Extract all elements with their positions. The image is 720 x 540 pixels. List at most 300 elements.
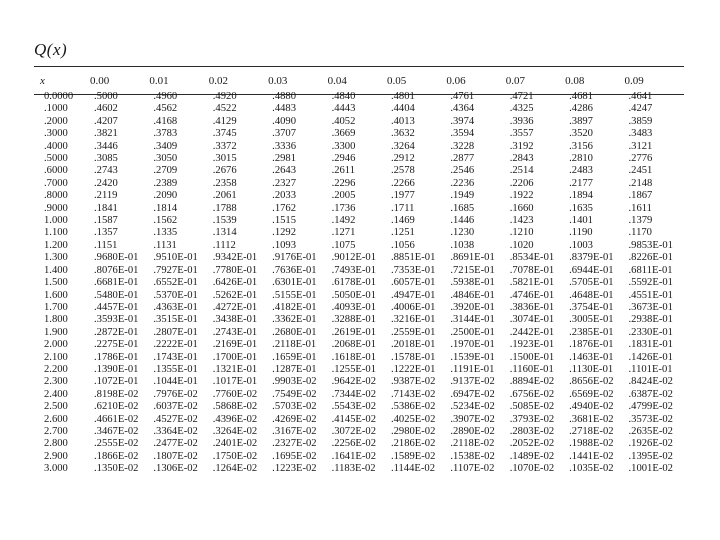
q-value-cell: .1222E-01 [390, 363, 436, 375]
q-value-cell: .2005 [331, 190, 356, 202]
q-value-cell: .5085E-02 [509, 401, 555, 413]
q-value-cell: .4761 [450, 91, 475, 102]
q-value-cell: .7493E-01 [331, 264, 376, 276]
q-value-cell: .7549E-02 [272, 388, 317, 400]
q-value-cell: .5868E-02 [212, 401, 258, 413]
q-value-cell: .1807E-02 [153, 450, 198, 462]
q-value-cell: .4846E-01 [450, 289, 495, 301]
column-header: 0.09 [624, 74, 644, 87]
q-value-cell: .1379 [628, 215, 653, 227]
column-header: 0.01 [149, 74, 169, 87]
q-value-cell: .1923E-01 [509, 339, 555, 351]
x-value-cell: 1.400 [44, 264, 68, 276]
q-value-cell: .1788 [212, 202, 237, 214]
x-value-cell: 2.700 [44, 425, 68, 437]
table-row [34, 364, 684, 376]
q-value-cell: .1255E-01 [331, 363, 376, 375]
table-row [34, 128, 684, 140]
q-value-cell: .2546 [450, 165, 475, 177]
q-value-cell: .2148 [628, 177, 653, 189]
q-value-cell: .1786E-01 [94, 351, 139, 363]
q-value-cell: .3897 [569, 115, 593, 127]
q-value-cell: .4457E-01 [94, 301, 139, 313]
q-value-cell: .3372 [212, 140, 237, 152]
q-value-cell: .4940E-02 [569, 401, 614, 413]
q-value-cell: .1390E-01 [94, 363, 139, 375]
q-value-cell: .1044E-01 [153, 376, 198, 388]
table-row [34, 314, 684, 326]
q-value-cell: .1489E-02 [509, 450, 555, 462]
q-value-cell: .1736 [331, 202, 356, 214]
q-value-cell: .1841 [94, 202, 118, 214]
q-value-cell: .4661E-02 [94, 413, 139, 425]
x-value-cell: .2000 [44, 115, 68, 127]
q-value-cell: .1230 [450, 227, 475, 239]
q-value-cell: .3974 [450, 115, 475, 127]
q-value-cell: .1144E-02 [390, 463, 435, 475]
q-value-cell: .2514 [509, 165, 534, 177]
x-value-cell: 1.300 [44, 252, 68, 264]
q-value-cell: .1072E-01 [94, 376, 139, 388]
table-row [34, 203, 684, 215]
q-value-cell: .1539 [212, 215, 237, 227]
q-value-cell: .3438E-01 [212, 314, 258, 326]
q-value-cell: .4527E-02 [153, 413, 198, 425]
q-value-cell: .1264E-02 [212, 463, 258, 475]
table-row [34, 116, 684, 128]
q-value-cell: .1355E-01 [153, 363, 198, 375]
q-value-cell: .3483 [628, 128, 653, 140]
q-value-cell: .2385E-01 [569, 326, 614, 338]
q-value-cell: .8656E-02 [569, 376, 614, 388]
table-row [34, 401, 684, 413]
q-value-cell: .1038 [450, 239, 475, 251]
q-value-cell: .1056 [390, 239, 415, 251]
q-value-cell: .1251 [390, 227, 415, 239]
x-value-cell: .6000 [44, 165, 68, 177]
q-value-cell: .2718E-02 [569, 425, 614, 437]
table-row [34, 376, 684, 388]
q-value-cell: .5480E-01 [94, 289, 139, 301]
q-value-cell: .2555E-02 [94, 438, 139, 450]
q-value-cell: .2206 [509, 177, 534, 189]
q-value-cell: .3593E-01 [94, 314, 139, 326]
q-value-cell: .1191E-01 [450, 363, 495, 375]
q-value-cell: .2442E-01 [509, 326, 555, 338]
q-value-cell: .1618E-01 [331, 351, 376, 363]
q-value-cell: .8534E-01 [509, 252, 555, 264]
q-value-cell: .1578E-01 [390, 351, 436, 363]
q-value-cell: .2611 [331, 165, 356, 177]
q-value-cell: .3336 [272, 140, 297, 152]
q-value-cell: .3264 [390, 140, 415, 152]
q-value-cell: .2877 [450, 153, 475, 165]
q-value-cell: .7976E-02 [153, 388, 198, 400]
q-value-cell: .3264E-02 [212, 425, 258, 437]
q-value-cell: .7215E-01 [450, 264, 495, 276]
table-row [34, 165, 684, 177]
q-value-cell: .2033 [272, 190, 297, 202]
q-value-cell: .6944E-01 [569, 264, 614, 276]
q-value-cell: .1170 [628, 227, 652, 239]
q-value-cell: .1160E-01 [509, 363, 554, 375]
q-value-cell: .3156 [569, 140, 593, 152]
q-value-cell: .3192 [509, 140, 534, 152]
q-value-cell: .2358 [212, 177, 237, 189]
q-value-cell: .2843 [509, 153, 534, 165]
table-row [34, 141, 684, 153]
x-value-cell: 2.500 [44, 401, 68, 413]
q-value-cell: .4364 [450, 103, 475, 115]
x-value-cell: 2.900 [44, 450, 68, 462]
q-value-cell: .2980E-02 [390, 425, 436, 437]
q-value-cell: .1977 [390, 190, 415, 202]
x-value-cell: 1.700 [44, 301, 68, 313]
q-value-cell: .4681 [569, 91, 593, 102]
table-row [34, 290, 684, 302]
q-value-cell: .3594 [450, 128, 475, 140]
q-value-cell: .5155E-01 [272, 289, 317, 301]
table-row [34, 240, 684, 252]
q-value-cell: .2477E-02 [153, 438, 198, 450]
q-value-cell: .1357 [94, 227, 118, 239]
column-header: 0.05 [386, 74, 407, 87]
q-value-cell: .9012E-01 [331, 252, 376, 264]
q-value-cell: .6387E-02 [628, 388, 673, 400]
q-value-cell: .3745 [212, 128, 237, 140]
q-value-cell: .2946 [331, 153, 356, 165]
q-value-cell: .4551E-01 [628, 289, 673, 301]
q-value-cell: .7344E-02 [331, 388, 376, 400]
q-value-cell: .6552E-01 [153, 277, 198, 289]
q-value-cell: .1866E-02 [94, 450, 139, 462]
q-value-cell: .1426E-01 [628, 351, 673, 363]
q-value-cell: .3409 [153, 140, 178, 152]
q-value-cell: .1711 [390, 202, 415, 214]
q-value-cell: .1469 [390, 215, 415, 227]
q-value-cell: .2296 [331, 177, 356, 189]
table-row [34, 302, 684, 314]
q-value-cell: .4602 [94, 103, 118, 115]
q-value-cell: .5234E-02 [450, 401, 495, 413]
q-value-cell: .1970E-01 [450, 339, 495, 351]
x-value-cell: 2.800 [44, 438, 68, 450]
q-value-cell: .3573E-02 [628, 413, 673, 425]
q-value-cell: .3821 [94, 128, 118, 140]
q-value-cell: .3288E-01 [331, 314, 376, 326]
q-value-cell: .2401E-02 [212, 438, 258, 450]
q-value-cell: .2090 [153, 190, 178, 202]
q-value-cell: .2890E-02 [450, 425, 495, 437]
q-value-cell: .4090 [272, 115, 297, 127]
q-value-cell: .4325 [509, 103, 534, 115]
q-value-cell: .9642E-02 [331, 376, 376, 388]
q-value-cell: .1441E-02 [569, 450, 614, 462]
q-value-cell: .1112 [212, 239, 236, 251]
table-row [34, 153, 684, 165]
q-value-cell: .4840 [331, 91, 356, 102]
q-value-cell: .6569E-02 [569, 388, 614, 400]
q-value-cell: .3681E-02 [569, 413, 614, 425]
q-value-cell: .1075 [331, 239, 356, 251]
q-value-cell: .2118E-01 [272, 339, 317, 351]
q-value-cell: .6947E-02 [450, 388, 495, 400]
q-value-cell: .1463E-01 [569, 351, 614, 363]
q-value-cell: .2266 [390, 177, 415, 189]
q-value-cell: .1306E-02 [153, 463, 198, 475]
q-value-cell: .5370E-01 [153, 289, 198, 301]
q-value-cell: .4006E-01 [390, 301, 436, 313]
x-value-cell: .8000 [44, 190, 68, 202]
q-value-cell: .8851E-01 [390, 252, 436, 264]
q-value-cell: .4721 [509, 91, 534, 102]
q-value-cell: .1107E-02 [450, 463, 495, 475]
q-value-cell: .1093 [272, 239, 297, 251]
x-value-cell: 1.800 [44, 314, 68, 326]
table-row [34, 463, 684, 475]
table-row [34, 389, 684, 401]
q-value-cell: .5543E-02 [331, 401, 376, 413]
q-value-cell: .1131 [153, 239, 177, 251]
q-value-cell: .2275E-01 [94, 339, 139, 351]
x-column-header: x [40, 74, 45, 87]
q-value-cell: .3783 [153, 128, 178, 140]
q-value-cell: .1151 [94, 239, 118, 251]
q-value-cell: .2643 [272, 165, 297, 177]
q-value-cell: .1210 [509, 227, 534, 239]
q-value-cell: .2118E-02 [450, 438, 495, 450]
table-row [34, 352, 684, 364]
top-rule [34, 66, 684, 67]
q-value-cell: .8379E-01 [569, 252, 614, 264]
q-value-cell: .7927E-01 [153, 264, 198, 276]
q-value-cell: .1223E-02 [272, 463, 317, 475]
q-value-cell: .6037E-02 [153, 401, 198, 413]
q-value-cell: .7760E-02 [212, 388, 258, 400]
x-value-cell: 1.600 [44, 289, 68, 301]
table-row [34, 215, 684, 227]
q-value-cell: .1659E-01 [272, 351, 317, 363]
q-value-cell: .5592E-01 [628, 277, 673, 289]
q-value-cell: .2912 [390, 153, 415, 165]
q-value-cell: .1350E-02 [94, 463, 139, 475]
q-value-cell: .2068E-01 [331, 339, 376, 351]
q-value-cell: .1635 [569, 202, 593, 214]
q-value-cell: .1130E-01 [569, 363, 614, 375]
q-value-cell: .1515 [272, 215, 297, 227]
x-value-cell: 1.900 [44, 326, 68, 338]
q-value-cell: .6178E-01 [331, 277, 376, 289]
q-value-cell: .5938E-01 [450, 277, 495, 289]
q-value-cell: .1589E-02 [390, 450, 436, 462]
x-value-cell: .5000 [44, 153, 68, 165]
q-value-cell: .1538E-02 [450, 450, 495, 462]
q-value-cell: .3074E-01 [509, 314, 555, 326]
q-value-cell: .1001E-02 [628, 463, 673, 475]
q-value-cell: .2451 [628, 165, 653, 177]
table-row [34, 103, 684, 115]
table-row [34, 327, 684, 339]
q-value-cell: .4207 [94, 115, 118, 127]
q-value-cell: .1611 [628, 202, 652, 214]
q-value-cell: .2676 [212, 165, 237, 177]
q-value-cell: .4483 [272, 103, 297, 115]
table-body [34, 91, 684, 476]
q-value-cell: .1867 [628, 190, 653, 202]
q-value-cell: .3557 [509, 128, 534, 140]
q-value-cell: .1831E-01 [628, 339, 673, 351]
x-value-cell: 2.000 [44, 339, 68, 351]
q-value-cell: .5262E-01 [212, 289, 258, 301]
q-value-cell: .1020 [509, 239, 534, 251]
q-value-cell: .7078E-01 [509, 264, 555, 276]
q-value-cell: .2810 [569, 153, 593, 165]
q-value-cell: .1446 [450, 215, 475, 227]
q-value-cell: .9137E-02 [450, 376, 495, 388]
column-header: 0.03 [268, 74, 288, 87]
q-value-cell: .7780E-01 [212, 264, 258, 276]
q-value-cell: .2807E-01 [153, 326, 198, 338]
q-value-cell: .6681E-01 [94, 277, 139, 289]
q-value-cell: .5821E-01 [509, 277, 555, 289]
q-value-cell: .3228 [450, 140, 475, 152]
q-value-cell: .1700E-01 [212, 351, 258, 363]
q-value-cell: .2743 [94, 165, 118, 177]
q-value-cell: .2052E-02 [509, 438, 555, 450]
q-value-cell: .1017E-01 [212, 376, 258, 388]
q-value-cell: .2483 [569, 165, 593, 177]
q-value-cell: .9387E-02 [390, 376, 436, 388]
q-value-cell: .2938E-01 [628, 314, 673, 326]
q-value-cell: .2709 [153, 165, 178, 177]
q-value-cell: .1395E-02 [628, 450, 673, 462]
x-value-cell: 0.0000 [44, 91, 74, 102]
q-value-cell: .1492 [331, 215, 356, 227]
q-value-cell: .1539E-01 [450, 351, 495, 363]
q-value-cell: .1401 [569, 215, 593, 227]
q-value-cell: .2743E-01 [212, 326, 258, 338]
q-value-cell: .5703E-02 [272, 401, 317, 413]
q-value-cell: .2236 [450, 177, 475, 189]
q-value-cell: .5050E-01 [331, 289, 376, 301]
x-value-cell: .4000 [44, 140, 68, 152]
q-value-cell: .5000 [94, 91, 118, 102]
x-value-cell: 1.200 [44, 239, 68, 251]
q-value-cell: .1660 [509, 202, 534, 214]
q-value-cell: .4641 [628, 91, 653, 102]
q-value-cell: .1922 [509, 190, 534, 202]
q-value-cell: .3446 [94, 140, 118, 152]
table-row [34, 339, 684, 351]
q-value-cell: .6756E-02 [509, 388, 555, 400]
q-value-cell: .2981 [272, 153, 297, 165]
q-value-cell: .3707 [272, 128, 297, 140]
q-value-cell: .9903E-02 [272, 376, 317, 388]
table-row [34, 91, 684, 103]
q-value-cell: .8691E-01 [450, 252, 495, 264]
column-header: 0.00 [90, 74, 110, 87]
q-value-cell: .1949 [450, 190, 475, 202]
q-function-table [34, 70, 684, 476]
q-value-cell: .1292 [272, 227, 297, 239]
q-value-cell: .1321E-01 [212, 363, 258, 375]
q-value-cell: .2803E-02 [509, 425, 555, 437]
q-value-cell: .1876E-01 [569, 339, 614, 351]
q-value-cell: .3936 [509, 115, 534, 127]
q-value-cell: .1562 [153, 215, 178, 227]
q-value-cell: .6811E-01 [628, 264, 673, 276]
q-value-cell: .9342E-01 [212, 252, 258, 264]
q-value-cell: .3754E-01 [569, 301, 614, 313]
q-value-cell: .1988E-02 [569, 438, 614, 450]
q-value-cell: .2578 [390, 165, 415, 177]
table-title: Q(x) [34, 40, 68, 59]
q-value-cell: .2119 [94, 190, 118, 202]
column-header: 0.08 [565, 74, 585, 87]
q-value-cell: .9510E-01 [153, 252, 198, 264]
q-value-cell: .2559E-01 [390, 326, 436, 338]
table-row [34, 438, 684, 450]
x-value-cell: 2.200 [44, 363, 68, 375]
column-header: 0.04 [327, 74, 347, 87]
q-value-cell: .3793E-02 [509, 413, 555, 425]
q-value-cell: .1587 [94, 215, 118, 227]
q-value-cell: .3907E-02 [450, 413, 495, 425]
q-value-cell: .4247 [628, 103, 653, 115]
q-value-cell: .4522 [212, 103, 237, 115]
q-value-cell: .7143E-02 [390, 388, 436, 400]
q-value-cell: .4269E-02 [272, 413, 317, 425]
q-value-cell: .2635E-02 [628, 425, 673, 437]
x-value-cell: 1.000 [44, 215, 68, 227]
q-value-cell: .3362E-01 [272, 314, 317, 326]
q-value-cell: .1695E-02 [272, 450, 317, 462]
table-row [34, 265, 684, 277]
q-value-cell: .3920E-01 [450, 301, 495, 313]
q-value-cell: .2177 [569, 177, 593, 189]
table-row [34, 190, 684, 202]
q-value-cell: .3364E-02 [153, 425, 198, 437]
q-value-cell: .1003 [569, 239, 593, 251]
q-value-cell: .4648E-01 [569, 289, 614, 301]
q-value-cell: .3050 [153, 153, 178, 165]
q-value-cell: .4025E-02 [390, 413, 436, 425]
q-value-cell: .8198E-02 [94, 388, 139, 400]
q-value-cell: .1183E-02 [331, 463, 376, 475]
q-value-cell: .3520 [569, 128, 593, 140]
q-value-cell: .2186E-02 [390, 438, 436, 450]
q-value-cell: .3467E-02 [94, 425, 139, 437]
q-value-cell: .4404 [390, 103, 415, 115]
q-value-cell: .4801 [390, 91, 415, 102]
q-value-cell: .4013 [390, 115, 415, 127]
q-value-cell: .4880 [272, 91, 297, 102]
q-value-cell: .2619E-01 [331, 326, 376, 338]
q-value-cell: .2061 [212, 190, 237, 202]
q-value-cell: .6057E-01 [390, 277, 436, 289]
q-value-cell: .3015 [212, 153, 237, 165]
x-value-cell: 1.500 [44, 277, 68, 289]
q-value-cell: .2256E-02 [331, 438, 376, 450]
q-value-cell: .4920 [212, 91, 237, 102]
q-value-cell: .1814 [153, 202, 178, 214]
q-value-cell: .7353E-01 [390, 264, 436, 276]
q-value-cell: .8076E-01 [94, 264, 139, 276]
q-value-cell: .3072E-02 [331, 425, 376, 437]
q-value-cell: .6210E-02 [94, 401, 139, 413]
q-value-cell: .3836E-01 [509, 301, 555, 313]
q-value-cell: .3673E-01 [628, 301, 673, 313]
